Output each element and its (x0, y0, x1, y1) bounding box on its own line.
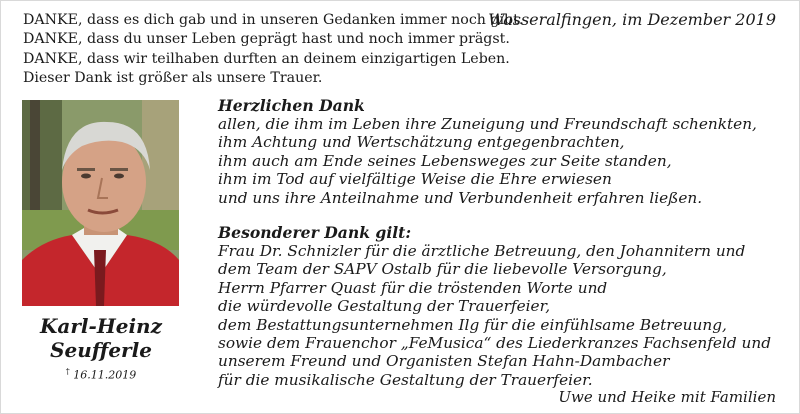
special-thanks-line: Herrn Pfarrer Quast für die tröstenden Worte und (218, 278, 608, 297)
signature: Uwe und Heike mit Familien (558, 388, 776, 406)
spacer (218, 207, 778, 223)
thanks-line: ihm im Tod auf vielfältige Weise die Ehre erwiesen (218, 170, 612, 189)
special-thanks-line: die würdevolle Gestaltung der Trauerfeier, (218, 297, 551, 316)
special-thanks-line: dem Team der SAPV Ostalb für die liebevolle Versorgung, (218, 260, 667, 279)
place-date: Wasseralfingen, im Dezember 2019 (488, 10, 776, 29)
special-thanks-line: für die musikalische Gestaltung der Trauerfeier. (218, 370, 593, 389)
portrait-photo (22, 100, 179, 306)
death-date-line (20, 367, 182, 382)
special-thanks-line: dem Bestattungsunternehmen Ilg für die einfühlsame Betreuung, (218, 315, 727, 334)
intro-line: DANKE, dass du unser Leben geprägt hast und noch immer prägst. (23, 31, 510, 48)
thanks-line: ihm Achtung und Wertschätzung entgegenbrachten, (218, 133, 625, 152)
death-date: 16.11.2019 (73, 368, 137, 382)
special-thanks-line: Frau Dr. Schnizler für die ärztliche Betreuung, den Johannitern und (218, 242, 746, 261)
thanks-text (218, 96, 778, 389)
last-name: Seufferle (50, 338, 152, 362)
special-thanks-line: sowie dem Frauenchor „FeMusica“ des Liederkranzes Fachsenfeld und (218, 334, 771, 353)
thanks-line: und uns ihre Anteilnahme und Verbundenheit erfahren ließen. (218, 188, 703, 207)
thanks-line: ihm auch am Ende seines Lebensweges zur Seite standen, (218, 151, 672, 170)
cross-symbol: † (65, 367, 70, 376)
special-thanks-line: unserem Freund und Organisten Stefan Hahn-Dambacher (218, 352, 670, 371)
special-thanks-heading: Besonderer Dank gilt: (218, 223, 412, 243)
intro-line: DANKE, dass wir teilhaben durften an deinem einzigartigen Leben. (23, 50, 510, 67)
intro-line: Dieser Dank ist größer als unsere Trauer. (23, 70, 323, 87)
first-name: Karl-Heinz (40, 314, 162, 338)
intro-text (23, 11, 524, 89)
intro-line: DANKE, dass es dich gab und in unseren Gedanken immer noch gibt. (23, 12, 524, 28)
deceased-name (20, 314, 182, 362)
thanks-heading: Herzlichen Dank (218, 96, 365, 115)
thanks-line: allen, die ihm im Leben ihre Zuneigung und Freundschaft schenkten, (218, 115, 757, 133)
